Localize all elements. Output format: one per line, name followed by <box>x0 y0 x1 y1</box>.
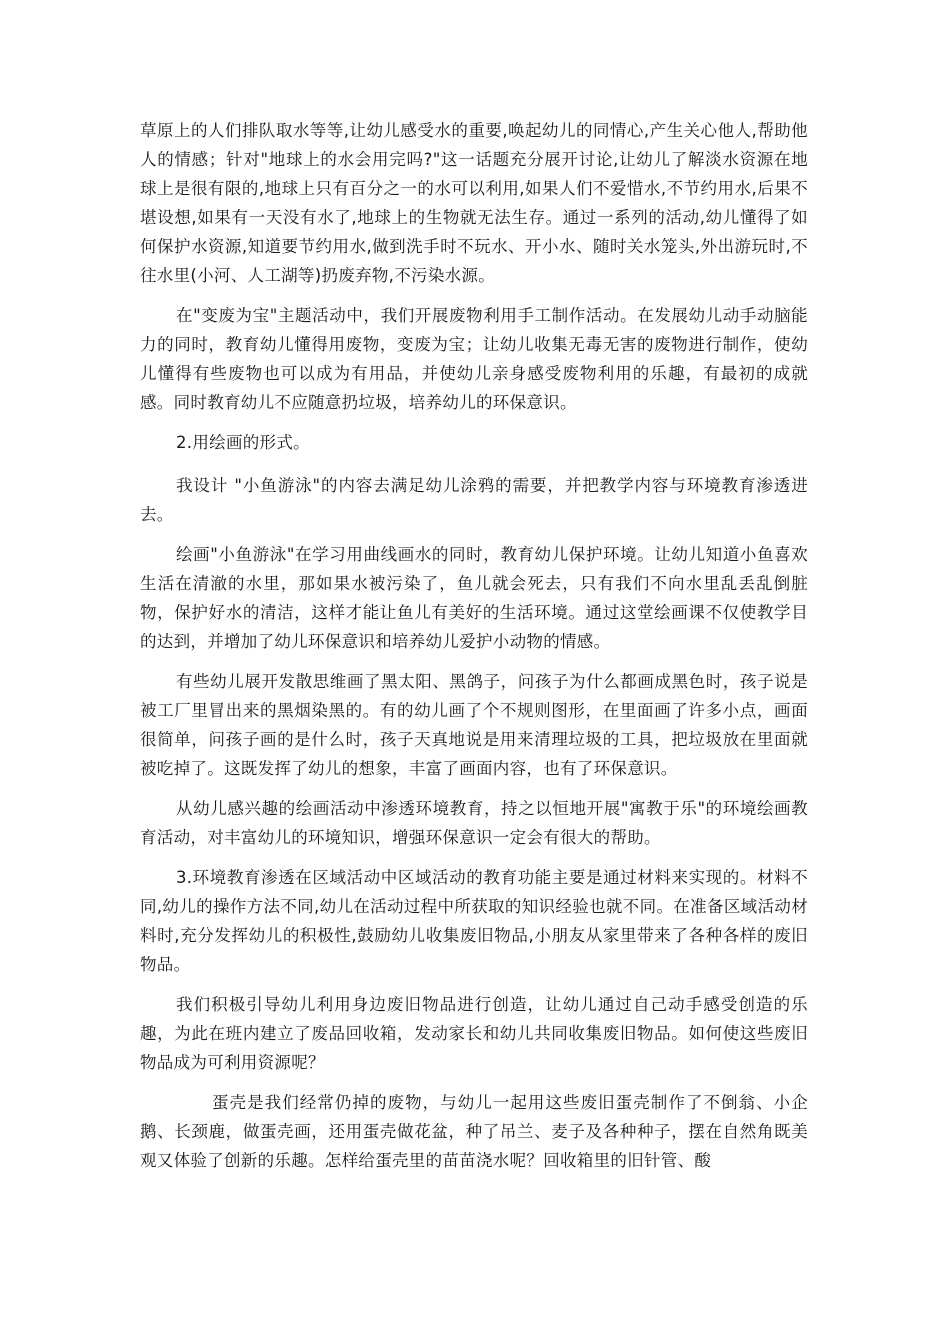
paragraph-eggshell: 蛋壳是我们经常仍掉的废物，与幼儿一起用这些废旧蛋壳制作了不倒翁、小企鹅、长颈鹿，做蛋壳画，还用蛋壳做花盆，种了吊兰、麦子及各种种子，摆在自然角既美观又体验了创新的乐趣。怎样给蛋壳里的苗苗浇水呢？回收箱里的旧针管、酸 <box>140 1093 808 1170</box>
paragraph-recycling-box: 我们积极引导幼儿利用身边废旧物品进行创造，让幼儿通过自己动手感受创造的乐趣，为此在班内建立了废品回收箱，发动家长和幼儿共同收集废旧物品。如何使这些废旧物品成为可利用资源呢？ <box>140 995 808 1072</box>
paragraph-children-drawings: 有些幼儿展开发散思维画了黑太阳、黑鸽子，问孩子为什么都画成黑色时，孩子说是被工厂里冒出来的黑烟染黑的。有的幼儿画了个不规则图形，在里面画了许多小点，画面很简单，问孩子画的是什么时，孩子天真地说是用来清理垃圾的工具，把垃圾放在里面就被吃掉了。这既发挥了幼儿的想象，丰富了画面内容，也有了环保意识。 <box>140 672 808 778</box>
paragraph-area-activities: 3.环境教育渗透在区域活动中区域活动的教育功能主要是通过材料来实现的。材料不同,幼儿的操作方法不同,幼儿在活动过程中所获取的知识经验也就不同。在准备区域活动材料时,充分发挥幼儿的积极性,鼓励幼儿收集废旧物品,小朋友从家里带来了各种各样的废旧物品。 <box>140 868 808 974</box>
section-heading-drawing: 2.用绘画的形式。 <box>176 433 310 452</box>
paragraph-water-education: 草原上的人们排队取水等等,让幼儿感受水的重要,唤起幼儿的同情心,产生关心他人,帮助他人的情感；针对"地球上的水会用完吗?"这一话题充分展开讨论,让幼儿了解淡水资源在地球上是很有限的,地球上只有百分之一的水可以利用,如果人们不爱惜水,不节约用水,后果不堪设想,如果有一天没有水了,地球上的生物就无法生存。通过一系列的活动,幼儿懂得了如何保护水资源,知道要节约用水,做到洗手时不玩水、开小水、随时关水笼头,外出游玩时,不往水里(小河、人工湖等)扔废弃物,不污染水源。 <box>140 121 808 285</box>
document-body <box>140 116 808 1186</box>
paragraph-fish-drawing: 绘画"小鱼游泳"在学习用曲线画水的同时，教育幼儿保护环境。让幼儿知道小鱼喜欢生活在清澈的水里，那如果水被污染了，鱼儿就会死去，只有我们不向水里乱丢乱倒脏物，保护好水的清洁，这样才能让鱼儿有美好的生活环境。通过这堂绘画课不仅使教学目的达到，并增加了幼儿环保意识和培养幼儿爱护小动物的情感。 <box>140 545 808 651</box>
paragraph-fish-design: 我设计 "小鱼游泳"的内容去满足幼儿涂鸦的需要，并把教学内容与环境教育渗透进去。 <box>140 476 808 524</box>
paragraph-drawing-summary: 从幼儿感兴趣的绘画活动中渗透环境教育，持之以恒地开展"寓教于乐"的环境绘画教育活动，对丰富幼儿的环境知识，增强环保意识一定会有很大的帮助。 <box>140 799 808 847</box>
paragraph-waste-to-treasure: 在"变废为宝"主题活动中，我们开展废物利用手工制作活动。在发展幼儿动手动脑能力的同时，教育幼儿懂得用废物，变废为宝；让幼儿收集无毒无害的废物进行制作，使幼儿懂得有些废物也可以成为有用品，并使幼儿亲身感受废物利用的乐趣，有最初的成就感。同时教育幼儿不应随意扔垃圾，培养幼儿的环保意识。 <box>140 306 808 412</box>
